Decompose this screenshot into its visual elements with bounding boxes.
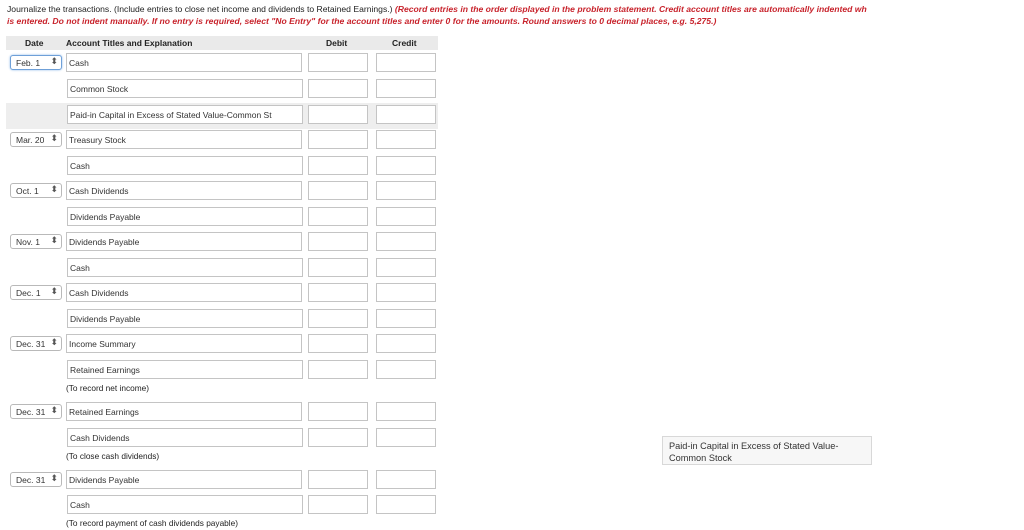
table-row	[6, 358, 438, 384]
account-title-field[interactable]: Cash	[67, 258, 303, 277]
account-title-field[interactable]: Retained Earnings	[67, 360, 303, 379]
credit-input[interactable]	[376, 495, 436, 514]
account-title-field[interactable]: Dividends Payable	[67, 309, 303, 328]
account-title-field[interactable]: Dividends Payable	[66, 470, 302, 489]
up-down-arrow-icon: ⬍	[50, 133, 58, 143]
date-select[interactable]: Oct. 1 ⬍	[10, 183, 62, 198]
debit-input[interactable]	[308, 309, 368, 328]
debit-input[interactable]	[308, 334, 368, 353]
credit-input[interactable]	[376, 207, 436, 226]
debit-input[interactable]	[308, 232, 368, 251]
debit-input[interactable]	[308, 207, 368, 226]
table-row	[6, 307, 438, 333]
credit-input[interactable]	[376, 334, 436, 353]
tooltip-line-2: Common Stock	[669, 453, 732, 463]
up-down-arrow-icon: ⬍	[50, 473, 58, 483]
debit-input[interactable]	[308, 53, 368, 72]
debit-input[interactable]	[308, 130, 368, 149]
account-title-field[interactable]: Cash	[66, 53, 302, 72]
debit-input[interactable]	[308, 79, 368, 98]
up-down-arrow-icon: ⬍	[50, 337, 58, 347]
credit-input[interactable]	[376, 360, 436, 379]
account-title-field[interactable]: Retained Earnings	[66, 402, 302, 421]
account-title-field[interactable]: Cash	[67, 495, 303, 514]
account-title-field[interactable]: Paid-in Capital in Excess of Stated Value-Common St	[67, 105, 303, 124]
debit-input[interactable]	[308, 495, 368, 514]
date-select[interactable]: Nov. 1 ⬍	[10, 234, 62, 249]
entry-explanation: (To record payment of cash dividends payable)	[66, 518, 239, 528]
credit-input[interactable]	[376, 232, 436, 251]
account-title-field[interactable]: Cash Dividends	[66, 283, 302, 302]
credit-input[interactable]	[376, 428, 436, 447]
debit-input[interactable]	[308, 470, 368, 489]
credit-input[interactable]	[376, 181, 436, 200]
entry-explanation: (To close cash dividends)	[66, 451, 160, 461]
table-row	[6, 256, 438, 282]
journal-entry-table	[6, 36, 438, 528]
header-account: Account Titles and Explanation	[66, 38, 193, 48]
debit-input[interactable]	[308, 156, 368, 175]
credit-input[interactable]	[376, 53, 436, 72]
date-select[interactable]: Dec. 1 ⬍	[10, 285, 62, 300]
account-title-field[interactable]: Income Summary	[66, 334, 302, 353]
credit-input[interactable]	[376, 309, 436, 328]
account-title-field[interactable]: Treasury Stock	[66, 130, 302, 149]
table-row	[6, 154, 438, 180]
up-down-arrow-icon: ⬍	[50, 184, 58, 194]
table-row	[6, 281, 438, 307]
credit-input[interactable]	[376, 156, 436, 175]
header-credit: Credit	[392, 38, 417, 48]
account-title-field[interactable]: Cash	[67, 156, 303, 175]
account-title-field[interactable]: Dividends Payable	[67, 207, 303, 226]
debit-input[interactable]	[308, 360, 368, 379]
table-row	[6, 468, 438, 494]
up-down-arrow-icon: ⬍	[50, 56, 58, 66]
account-title-field[interactable]: Common Stock	[67, 79, 303, 98]
table-row	[6, 230, 438, 256]
account-title-field[interactable]: Dividends Payable	[66, 232, 302, 251]
credit-input[interactable]	[376, 79, 436, 98]
table-row	[6, 179, 438, 205]
date-select[interactable]: Dec. 31 ⬍	[10, 336, 62, 351]
credit-input[interactable]	[376, 283, 436, 302]
date-select[interactable]: Dec. 31 ⬍	[10, 472, 62, 487]
up-down-arrow-icon: ⬍	[50, 235, 58, 245]
table-row	[6, 400, 438, 426]
table-row	[6, 493, 438, 519]
table-header	[6, 36, 438, 50]
table-row	[6, 426, 438, 452]
account-title-field[interactable]: Cash Dividends	[66, 181, 302, 200]
table-row	[6, 205, 438, 231]
debit-input[interactable]	[308, 283, 368, 302]
debit-input[interactable]	[308, 258, 368, 277]
credit-input[interactable]	[376, 258, 436, 277]
table-row	[6, 128, 438, 154]
instructions-line-1: Journalize the transactions. (Include entries to close net income and dividends to Retained Earnings.) (Record entries in the order displayed in the problem statement. Credit account titles are automatically indented wh	[7, 4, 867, 14]
debit-input[interactable]	[308, 402, 368, 421]
table-row	[6, 51, 438, 77]
header-date: Date	[25, 38, 44, 48]
debit-input[interactable]	[308, 181, 368, 200]
credit-input[interactable]	[376, 130, 436, 149]
table-row	[6, 103, 438, 129]
debit-input[interactable]	[308, 105, 368, 124]
table-row	[6, 77, 438, 103]
entry-explanation: (To record net income)	[66, 383, 150, 393]
debit-input[interactable]	[308, 428, 368, 447]
account-title-tooltip	[662, 436, 872, 465]
up-down-arrow-icon: ⬍	[50, 286, 58, 296]
header-debit: Debit	[326, 38, 348, 48]
credit-input[interactable]	[376, 470, 436, 489]
credit-input[interactable]	[376, 402, 436, 421]
up-down-arrow-icon: ⬍	[50, 405, 58, 415]
instructions-line-2: is entered. Do not indent manually. If no entry is required, select "No Entry" for the account titles and enter 0 for the amounts. Round answers to 0 decimal places, e.g. 5,275.)	[7, 16, 717, 26]
instructions	[7, 3, 1024, 27]
table-row	[6, 332, 438, 358]
date-select[interactable]: Feb. 1 ⬍	[10, 55, 62, 70]
date-select[interactable]: Dec. 31 ⬍	[10, 404, 62, 419]
account-title-field[interactable]: Cash Dividends	[67, 428, 303, 447]
credit-input[interactable]	[376, 105, 436, 124]
date-select[interactable]: Mar. 20 ⬍	[10, 132, 62, 147]
tooltip-line-1: Paid-in Capital in Excess of Stated Value-	[669, 441, 839, 451]
